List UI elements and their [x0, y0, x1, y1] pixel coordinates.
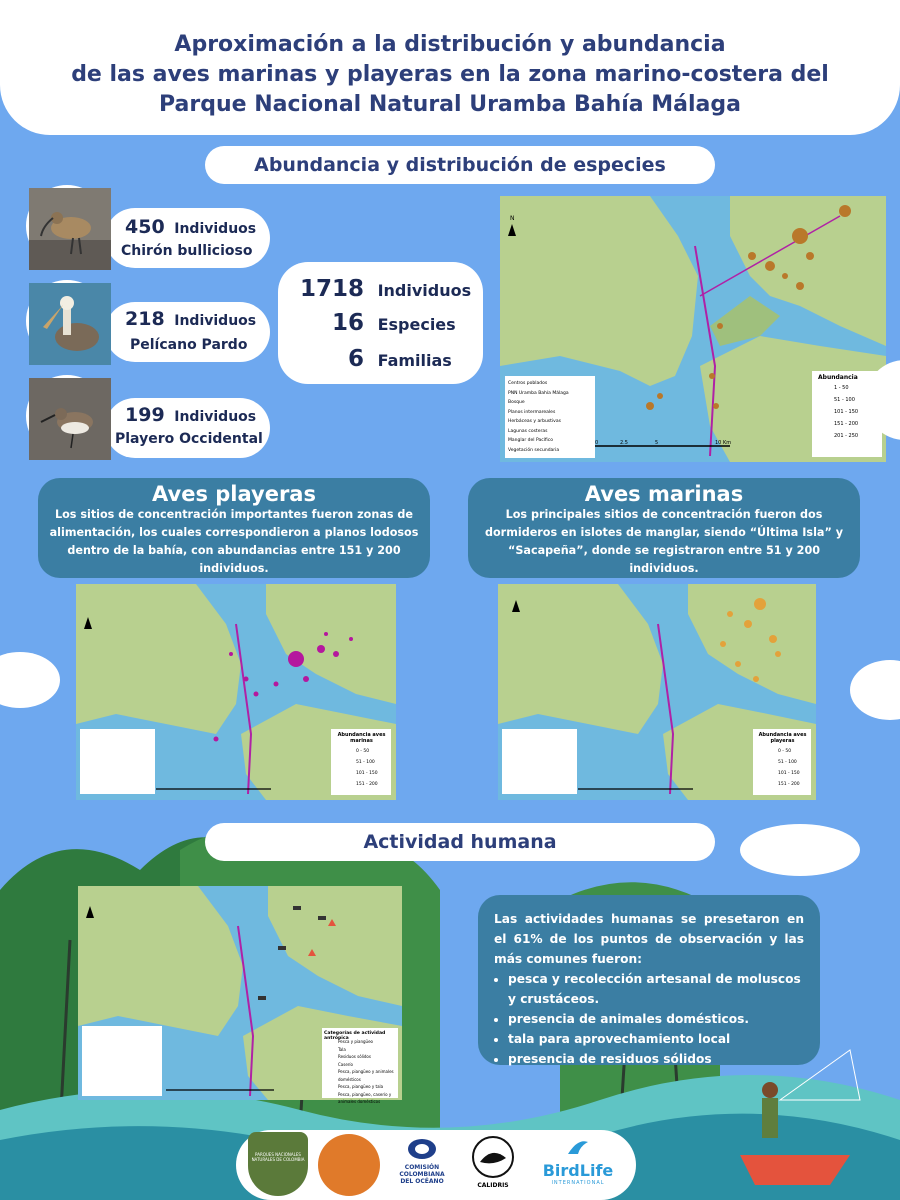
human-item: • presencia de residuos sólidos: [508, 1049, 804, 1069]
legend-ranges: [334, 746, 390, 790]
stats-card: [278, 262, 483, 384]
comision-icon: [407, 1138, 437, 1160]
legend-title: Abundancia aves playeras: [758, 732, 807, 744]
map-marine-birds: [76, 584, 396, 800]
scale-3: 10 Km: [715, 440, 732, 446]
legend-item: Manglar del Pacífico: [508, 438, 553, 443]
comision-logo: [394, 1138, 450, 1185]
legend-cat: Caserío: [338, 1061, 353, 1067]
legend-range: 101 - 150: [834, 409, 859, 415]
legend-item: PNN Uramba Bahía Málaga: [508, 390, 569, 396]
scale-1: 2.5: [620, 440, 628, 446]
human-item: • tala para aprovechamiento local: [508, 1029, 804, 1049]
legend-cat: Pesca, piangüeo y tala: [338, 1084, 384, 1089]
legend-cat: Residuos sólidos: [338, 1054, 371, 1059]
legend-item: Bosque: [508, 400, 525, 405]
legend-range: 51 - 100: [778, 760, 797, 765]
bird-name: Chirón bullicioso: [121, 243, 253, 259]
legend-range: 1 - 50: [834, 385, 849, 391]
legend-range: 201 - 250: [834, 433, 859, 439]
comision-l1: COMISIÓN: [404, 1164, 440, 1171]
legend-title: Abundancia: [818, 374, 858, 381]
legend-title: Abundancia aves marinas: [337, 732, 386, 744]
map-human-activity: [78, 886, 402, 1104]
legend-range: 0 - 50: [778, 749, 792, 754]
legend-item: Planos intermareales: [508, 409, 556, 415]
legend-cat: Pesca, piangüeo, caserío y animales domésticos: [338, 1091, 392, 1104]
bird-unit: Individuos: [174, 313, 257, 329]
legend-ranges: [756, 746, 810, 790]
legend-item: Lagunas costeras: [508, 428, 548, 434]
calidris-label: CALIDRIS: [477, 1182, 509, 1189]
bird-photo-playero: [26, 375, 108, 457]
legend-range: 101 - 150: [778, 771, 800, 776]
info-card-human: [478, 895, 820, 1065]
stat-value: 1718: [299, 276, 364, 302]
human-list: [508, 969, 804, 1069]
bird-photo-chiron: [26, 185, 108, 267]
scale-0: 0: [595, 440, 599, 446]
legend-range: 51 - 100: [356, 760, 375, 765]
calidris-logo: [464, 1136, 522, 1189]
cloud-right-2: [820, 650, 900, 730]
bird-count: 199: [125, 404, 165, 426]
calidris-icon: [472, 1136, 514, 1178]
human-intro: Las actividades humanas se presetaron en el 61% de los puntos de observación y las más comunes fueron:: [494, 912, 804, 966]
bird-card-playero: [105, 398, 270, 458]
stat-value: 16: [331, 310, 364, 336]
cloud-right: [855, 360, 900, 440]
svg-text:N: N: [510, 215, 515, 222]
legend-range: 51 - 100: [834, 397, 855, 403]
section-heading-abundance: Abundancia y distribución de especies: [205, 146, 715, 184]
bird-card-pelicano: [105, 302, 270, 362]
comision-l3: DEL OCÉANO: [400, 1178, 444, 1185]
stat-label: Especies: [377, 315, 456, 334]
uramba-logo: [318, 1134, 380, 1196]
legend-range: 151 - 200: [356, 782, 378, 787]
legend-cat: Tala: [338, 1046, 346, 1052]
stat-label: Individuos: [377, 281, 472, 300]
stat-label: Familias: [377, 351, 452, 370]
bird-count: 450: [125, 216, 165, 238]
legend-range: 101 - 150: [356, 771, 378, 776]
stat-value: 6: [347, 346, 364, 372]
legend-item: Vegetación secundaria: [508, 447, 560, 453]
scale-2: 5: [655, 440, 659, 446]
birdlife-logo: [536, 1138, 620, 1186]
comision-l2: COLOMBIANA: [399, 1171, 445, 1178]
map-main-abundance: [500, 196, 886, 462]
birdlife-label: BirdLife: [542, 1161, 614, 1180]
map-shorebirds: [498, 584, 816, 800]
legend-range: 0 - 50: [356, 749, 370, 754]
legend-item: Herbáceas y arbustivas: [508, 419, 561, 424]
bird-name: Playero Occidental: [115, 431, 263, 447]
card-heading: Aves playeras: [152, 482, 316, 506]
legend-items: [508, 379, 593, 455]
title-line-3: Parque Nacional Natural Uramba Bahía Málaga: [159, 92, 741, 117]
info-card-playeras: [38, 478, 430, 578]
card-heading: Aves marinas: [584, 482, 744, 506]
section-heading-human: Actividad humana: [205, 823, 715, 861]
title-line-1: Aproximación a la distribución y abundancia: [174, 32, 726, 57]
legend-range: 151 - 200: [834, 421, 859, 427]
logos-bar: [236, 1130, 636, 1200]
bird-photo-pelicano: [26, 280, 108, 362]
legend-cat: Pesca, piangüeo y animales domésticos: [338, 1069, 394, 1082]
parques-logo: [248, 1132, 308, 1196]
human-item: • pesca y recolección artesanal de moluscos y crustáceos.: [508, 969, 804, 1009]
bird-card-chiron: [105, 208, 270, 268]
legend-cat: Pesca y piangüeo: [338, 1039, 373, 1044]
human-item: • presencia de animales domésticos.: [508, 1009, 804, 1029]
legend-title: Categorías de actividad antrópica: [324, 1031, 386, 1041]
cloud-left: [0, 640, 70, 710]
bird-unit: Individuos: [174, 221, 257, 237]
legend-cats: [338, 1038, 400, 1106]
bird-name: Pelícano Pardo: [130, 337, 248, 353]
birdlife-sub: INTERNATIONAL: [551, 1180, 605, 1186]
bird-unit: Individuos: [174, 409, 257, 425]
title-line-2: de las aves marinas y playeras en la zona marino-costera del: [71, 62, 829, 87]
parques-label: PARQUES NACIONALES NATURALES DE COLOMBIA: [251, 1152, 305, 1162]
bird-count: 218: [125, 308, 165, 330]
birdlife-icon: [566, 1138, 590, 1158]
info-card-marinas: [468, 478, 860, 578]
legend-range: 151 - 200: [778, 782, 800, 787]
title-banner: [0, 0, 900, 135]
card-text: Los sitios de concentración importantes fueron zonas de alimentación, los cuales correspondieron a planos lodosos dentro de la bahía, con abundancias entre 151 y 200 individuos.: [49, 508, 419, 575]
legend-item: Centros poblados: [508, 381, 548, 386]
card-text: Los principales sitios de concentración fueron dos dormideros en islotes de manglar, siendo “Última Isla” y “Sacapeña”, donde se registraron entre 51 y 200 individuos.: [484, 508, 843, 575]
